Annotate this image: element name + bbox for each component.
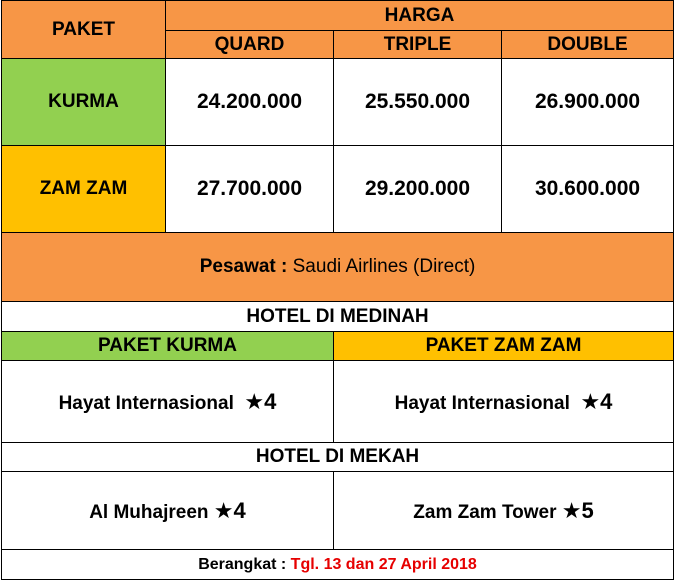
flight-value: Saudi Airlines (Direct) [287, 256, 476, 277]
harga-header: HARGA [166, 1, 674, 31]
star-rating: 4 [233, 497, 246, 523]
star-rating: 4 [264, 388, 277, 414]
package-table [1, 0, 674, 580]
package-zamzam: ZAM ZAM [2, 146, 166, 233]
room-type-double: DOUBLE [502, 31, 674, 59]
paket-header: PAKET [2, 1, 166, 59]
price-kurma-double: 26.900.000 [502, 59, 674, 146]
medinah-zamzam-hotel [334, 361, 674, 443]
hotel-name: Zam Zam Tower [413, 501, 557, 523]
mekah-kurma-hotel [2, 472, 334, 550]
departure-label: Berangkat : [198, 555, 287, 573]
price-kurma-triple: 25.550.000 [334, 59, 502, 146]
package-kurma: KURMA [2, 59, 166, 146]
star-icon: ★ [580, 388, 601, 414]
price-kurma-quard: 24.200.000 [166, 59, 334, 146]
departure-info [2, 550, 674, 580]
medinah-kurma-hotel [2, 361, 334, 443]
star-rating: 4 [600, 388, 613, 414]
hotel-name: Hayat Internasional [394, 392, 570, 414]
star-rating: 5 [581, 497, 594, 523]
mekah-zamzam-hotel [334, 472, 674, 550]
hotel-name: Al Muhajreen [89, 501, 209, 523]
mekah-title: HOTEL DI MEKAH [2, 443, 674, 472]
price-zamzam-double: 30.600.000 [502, 146, 674, 233]
star-icon: ★ [213, 497, 234, 523]
medinah-title: HOTEL DI MEDINAH [2, 302, 674, 332]
flight-label: Pesawat : [199, 256, 288, 277]
room-type-triple: TRIPLE [334, 31, 502, 59]
star-icon: ★ [244, 388, 265, 414]
medinah-kurma-header: PAKET KURMA [2, 332, 334, 361]
price-zamzam-quard: 27.700.000 [166, 146, 334, 233]
medinah-zamzam-header: PAKET ZAM ZAM [334, 332, 674, 361]
departure-dates: Tgl. 13 dan 27 April 2018 [286, 555, 477, 573]
star-icon: ★ [561, 497, 582, 523]
hotel-name: Hayat Internasional [58, 392, 234, 414]
flight-info [2, 233, 674, 302]
room-type-quard: QUARD [166, 31, 334, 59]
price-zamzam-triple: 29.200.000 [334, 146, 502, 233]
